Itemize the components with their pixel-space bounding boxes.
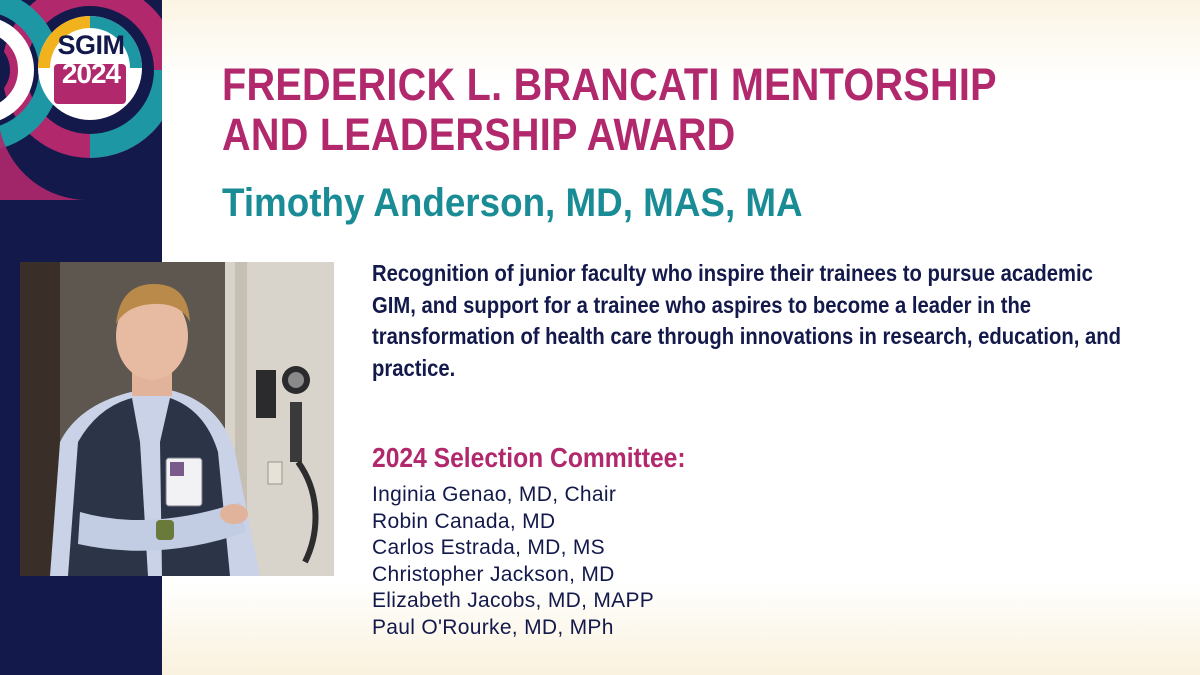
committee-member: Paul O'Rourke, MD, MPh [372, 615, 614, 639]
committee-list [372, 482, 654, 641]
recipient-portrait-illustration [20, 262, 334, 576]
logo-line-year: 2024 [61, 58, 121, 89]
committee-member: Robin Canada, MD [372, 509, 556, 533]
committee-member: Christopher Jackson, MD [372, 562, 615, 586]
logo-line-sgim: SGIM [57, 30, 125, 60]
recipient-photo [20, 262, 334, 576]
committee-heading: 2024 Selection Committee: [372, 442, 686, 473]
committee-member: Elizabeth Jacobs, MD, MAPP [372, 589, 655, 612]
award-description: Recognition of junior faculty who inspire their trainees to pursue academic GIM, and support for a trainee who aspires to become a leader in the transformation of health care through innovations in research, education, and practice. [372, 260, 1121, 381]
recipient-name: Timothy Anderson, MD, MAS, MA [222, 181, 803, 225]
award-title: FREDERICK L. BRANCATI MENTORSHIP AND LEADERSHIP AWARD [222, 59, 997, 160]
committee-member: Carlos Estrada, MD, MS [372, 536, 605, 559]
committee-member: Inginia Genao, MD, Chair [372, 483, 617, 506]
sgim-logo-text [52, 32, 130, 88]
